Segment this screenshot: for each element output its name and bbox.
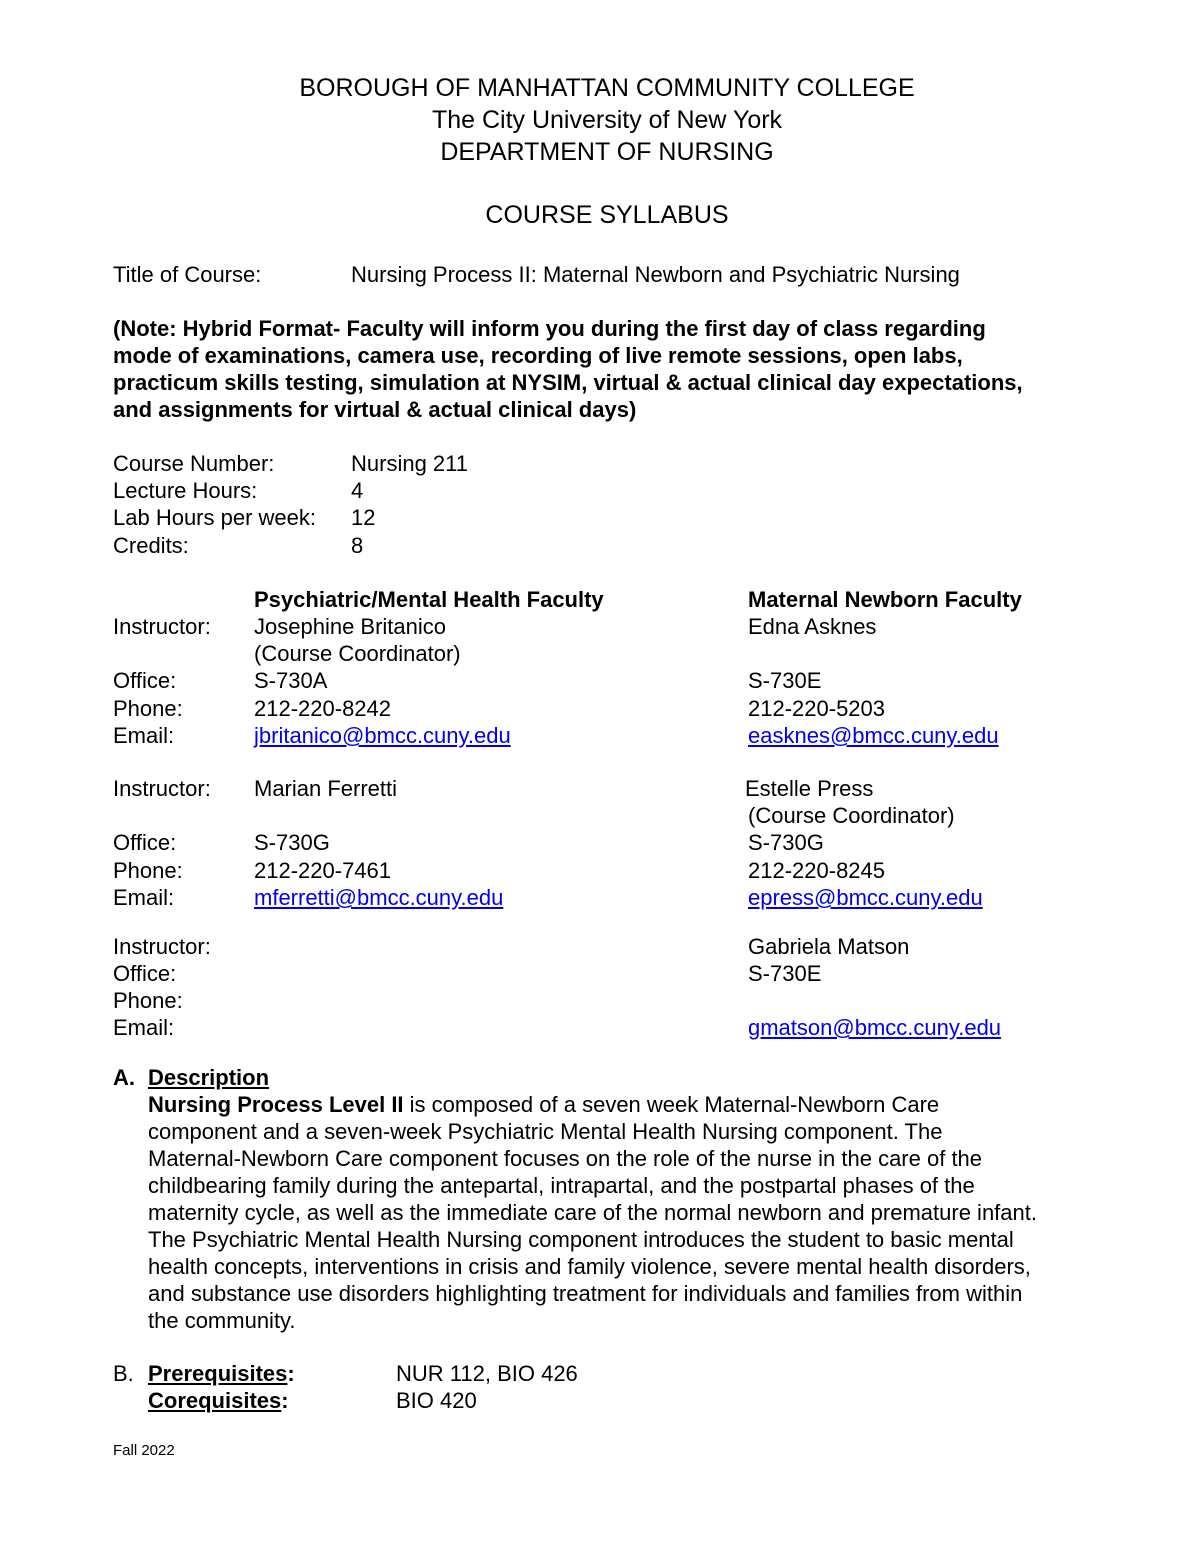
description-line: component and a seven-week Psychiatric Mental Health Nursing component. The <box>148 1119 943 1144</box>
prerequisites-value: NUR 112, BIO 426 <box>396 1361 578 1386</box>
email-link[interactable]: epress@bmcc.cuny.edu <box>748 885 983 910</box>
instructor-name: Estelle Press <box>745 776 874 801</box>
college-name: BOROUGH OF MANHATTAN COMMUNITY COLLEGE <box>299 74 915 102</box>
description-line: and substance use disorders highlighting treatment for individuals and families from within <box>148 1281 1023 1306</box>
email-link[interactable]: easknes@bmcc.cuny.edu <box>748 723 999 748</box>
instructor-role: (Course Coordinator) <box>748 803 955 828</box>
course-number-label: Course Number: <box>113 451 275 476</box>
section-a-letter: A. <box>113 1065 135 1090</box>
department-name: DEPARTMENT OF NURSING <box>440 138 774 166</box>
instructor-name: Gabriela Matson <box>748 934 910 959</box>
note-line: (Note: Hybrid Format- Faculty will inform you during the first day of class regarding <box>113 316 986 341</box>
description-line: Nursing Process Level II is composed of a seven week Maternal-Newborn Care <box>148 1092 940 1117</box>
instructor-role: (Course Coordinator) <box>254 641 461 666</box>
phone-label: Phone: <box>113 988 183 1013</box>
corequisites-label: Corequisites: <box>148 1388 289 1413</box>
instructor-label: Instructor: <box>113 614 211 639</box>
office-label: Office: <box>113 830 177 855</box>
office-value: S-730E <box>748 961 822 986</box>
email-label: Email: <box>113 1015 175 1040</box>
credits-value: 8 <box>351 533 364 558</box>
office-label: Office: <box>113 668 177 693</box>
corequisites-value: BIO 420 <box>396 1388 477 1413</box>
instructor-label: Instructor: <box>113 776 211 801</box>
description-line: health concepts, interventions in crisis and family violence, severe mental health disorders, <box>148 1254 1031 1279</box>
description-line: the community. <box>148 1308 296 1333</box>
footer-term: Fall 2022 <box>113 1442 175 1459</box>
email-link[interactable]: jbritanico@bmcc.cuny.edu <box>254 723 511 748</box>
note-line: mode of examinations, camera use, recording of live remote sessions, open labs, <box>113 343 963 368</box>
note-line: practicum skills testing, simulation at NYSIM, virtual & actual clinical day expectations, <box>113 370 1023 395</box>
lecture-hours-value: 4 <box>351 478 364 503</box>
lab-hours-label: Lab Hours per week: <box>113 505 316 530</box>
course-number-value: Nursing 211 <box>351 451 468 476</box>
email-label: Email: <box>113 885 175 910</box>
section-a-heading: Description <box>148 1065 270 1090</box>
prerequisites-label: Prerequisites: <box>148 1361 295 1386</box>
instructor-label: Instructor: <box>113 934 211 959</box>
lab-hours-value: 12 <box>351 505 376 530</box>
phone-value: 212-220-8245 <box>748 858 886 883</box>
lecture-hours-label: Lecture Hours: <box>113 478 258 503</box>
description-line: Maternal-Newborn Care component focuses on the role of the nurse in the care of the <box>148 1146 983 1171</box>
phone-value: 212-220-8242 <box>254 696 392 721</box>
email-label: Email: <box>113 723 175 748</box>
office-label: Office: <box>113 961 177 986</box>
phone-value: 212-220-5203 <box>748 696 886 721</box>
psych-faculty-heading: Psychiatric/Mental Health Faculty <box>254 587 604 612</box>
university-name: The City University of New York <box>431 106 783 134</box>
description-line: childbearing family during the antepartal, intrapartal, and the postpartal phases of the <box>148 1173 975 1198</box>
course-title-value: Nursing Process II: Maternal Newborn and Psychiatric Nursing <box>351 262 960 287</box>
office-value: S-730A <box>254 668 328 693</box>
office-value: S-730E <box>748 668 822 693</box>
description-lead: Nursing Process Level II <box>148 1092 404 1117</box>
credits-label: Credits: <box>113 533 189 558</box>
document-title: COURSE SYLLABUS <box>485 201 729 229</box>
phone-label: Phone: <box>113 696 183 721</box>
hybrid-format-note <box>113 315 1103 423</box>
section-a-body <box>148 1091 1108 1334</box>
phone-value: 212-220-7461 <box>254 858 392 883</box>
email-link[interactable]: gmatson@bmcc.cuny.edu <box>748 1015 1002 1040</box>
email-link[interactable]: mferretti@bmcc.cuny.edu <box>254 885 504 910</box>
maternal-faculty-heading: Maternal Newborn Faculty <box>748 587 1022 612</box>
section-b-letter: B. <box>113 1361 134 1386</box>
office-value: S-730G <box>254 830 330 855</box>
instructor-name: Edna Asknes <box>748 614 877 639</box>
instructor-name: Josephine Britanico <box>254 614 447 639</box>
instructor-name: Marian Ferretti <box>254 776 398 801</box>
note-line: and assignments for virtual & actual clinical days) <box>113 397 637 422</box>
phone-label: Phone: <box>113 858 183 883</box>
office-value: S-730G <box>748 830 824 855</box>
description-line: maternity cycle, as well as the immediate care of the normal newborn and premature infant. <box>148 1200 1037 1225</box>
course-title-label: Title of Course: <box>113 262 262 287</box>
description-line: The Psychiatric Mental Health Nursing component introduces the student to basic mental <box>148 1227 1014 1252</box>
